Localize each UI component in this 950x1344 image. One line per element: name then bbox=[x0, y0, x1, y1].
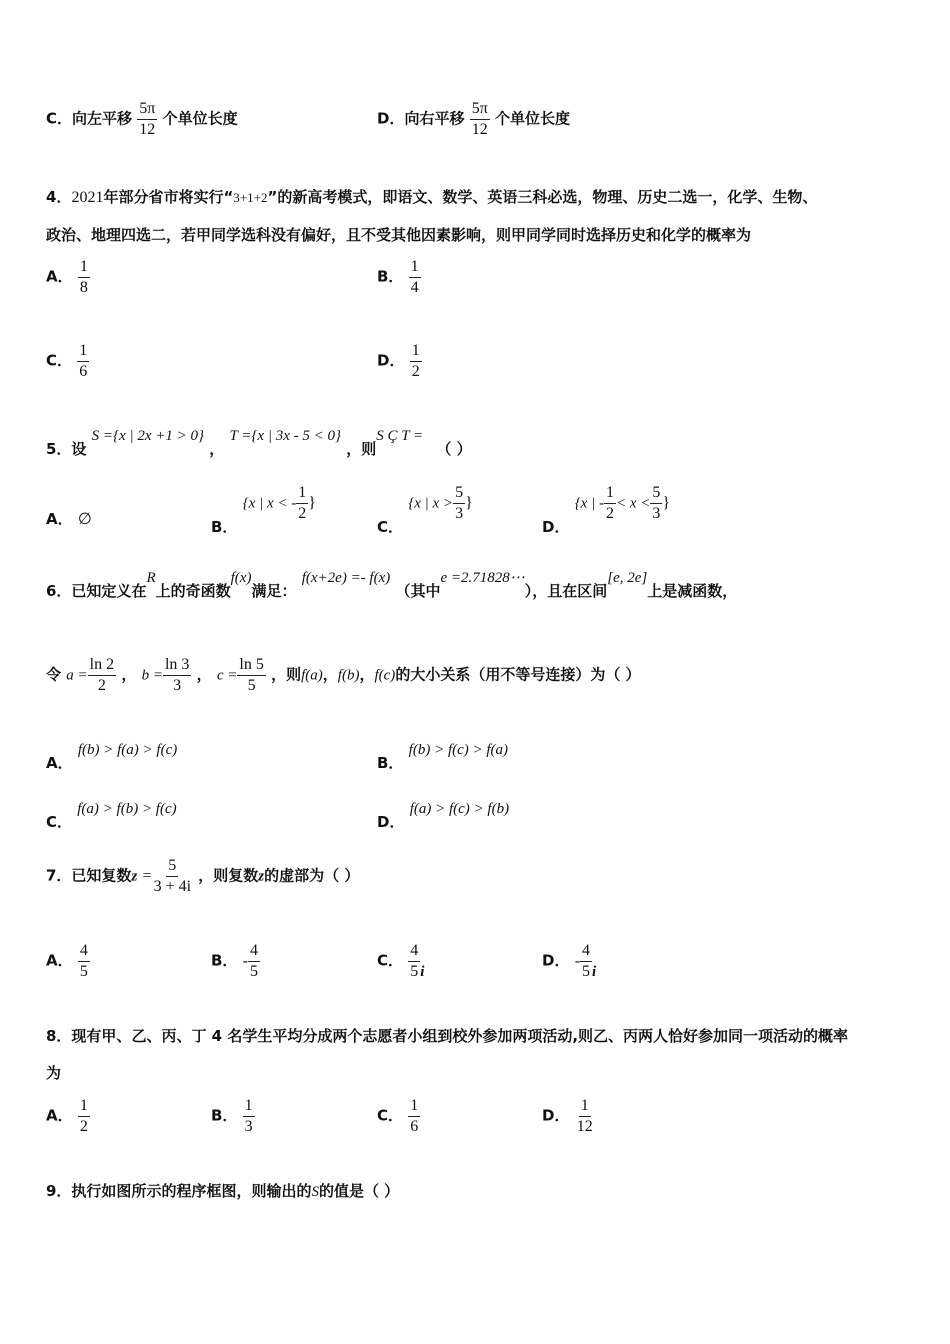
fraction: $\frac{5\pi}{12}$ bbox=[139, 100, 156, 138]
q8-option-b[interactable]: B． $\frac{1}{3}$ bbox=[211, 1097, 253, 1135]
option-label: C． bbox=[46, 109, 73, 128]
fraction: $\frac{1}{6}$ bbox=[79, 342, 88, 380]
fraction: $\frac{\ln 2}{2}$ bbox=[89, 656, 115, 694]
q4-stem-line1: 4．2021年部分省市将实行“3+1+2”的新高考模式，即语文、数学、英语三科必选，物理、历史二选一，化学、生物、 bbox=[46, 188, 818, 206]
q6-option-d[interactable]: D． f(a) > f(c) > f(b) bbox=[377, 801, 510, 831]
q8-option-a[interactable]: A． $\frac{1}{2}$ bbox=[46, 1097, 88, 1135]
set-s: S ={x | 2x +1 > 0} bbox=[91, 428, 204, 444]
q4-option-a[interactable]: A． $\frac{1}{8}$ bbox=[46, 258, 88, 296]
q3-option-d[interactable] bbox=[377, 100, 570, 138]
q9-stem: 9．执行如图所示的程序框图，则输出的S的值是（ ） bbox=[46, 1182, 400, 1200]
q7-option-c[interactable]: C． $\frac{4}{5}$ i bbox=[377, 942, 425, 980]
q4-stem-line2: 政治、地理四选二，若甲同学选科没有偏好，且不受其他因素影响，则甲同学同时选择历史和化学的概率为 bbox=[46, 226, 752, 244]
q5-option-c[interactable]: C． {x | x > $\frac{5}{3}$ } bbox=[377, 484, 473, 536]
fraction: $\frac{4}{5}$ bbox=[582, 942, 591, 980]
fraction: $\frac{\ln 5}{5}$ bbox=[239, 656, 264, 694]
option-text: 向右平移 bbox=[404, 109, 465, 128]
empty-set-symbol: ∅ bbox=[77, 511, 92, 528]
q4-option-d[interactable]: D． $\frac{1}{2}$ bbox=[377, 342, 420, 380]
q7-option-d[interactable]: D． - $\frac{4}{5}$ i bbox=[542, 942, 597, 980]
q8-option-c[interactable]: C． $\frac{1}{6}$ bbox=[377, 1097, 419, 1135]
q4-option-c[interactable]: C． $\frac{1}{6}$ bbox=[46, 342, 88, 380]
option-text: 个单位长度 bbox=[162, 109, 238, 128]
q6-option-a[interactable]: A． f(b) > f(a) > f(c) bbox=[46, 742, 178, 772]
fraction: $\frac{4}{5}$ bbox=[410, 942, 419, 980]
option-label: D． bbox=[377, 109, 405, 128]
fraction: $\frac{5}{3}$ bbox=[652, 484, 661, 522]
option-text: 个单位长度 bbox=[495, 109, 571, 128]
q7-stem: 7．已知复数z = $\frac{5}{3 + 4i}$ ，则复数z的虚部为（ ） bbox=[46, 857, 360, 895]
q6-stem-line1: 6．已知定义在R上的奇函数f(x)满足： f(x+2e) =- f(x) （其中e =2.71828⋯），且在区间[e, 2e]上是减函数， bbox=[46, 570, 738, 600]
intersection-expr: S Ç T = bbox=[376, 428, 424, 444]
q5-option-b[interactable]: B． {x | x < - $\frac{1}{2}$ } bbox=[211, 484, 316, 536]
q6-option-c[interactable]: C． f(a) > f(b) > f(c) bbox=[46, 801, 177, 831]
fraction: $\frac{1}{2}$ bbox=[298, 484, 307, 522]
fraction: $\frac{1}{12}$ bbox=[576, 1097, 593, 1135]
fraction: $\frac{5}{3}$ bbox=[455, 484, 464, 522]
q8-option-d[interactable]: D． $\frac{1}{12}$ bbox=[542, 1097, 593, 1135]
fraction: $\frac{4}{5}$ bbox=[250, 942, 258, 980]
functional-equation: f(x+2e) =- f(x) bbox=[301, 570, 391, 586]
fraction: $\frac{1}{2}$ bbox=[605, 484, 614, 522]
q6-stem-line2: 令 a = $\frac{\ln 2}{2}$ ， b = $\frac{\ln 3}{3}$ ， c = $\frac{\ln 5}{5}$ ，则f(a)，f(b)，f(c)的大小关系（用不等号连接）为（ ） bbox=[46, 656, 641, 694]
fraction: $\frac{1}{3}$ bbox=[244, 1097, 253, 1135]
q7-option-b[interactable]: B． - $\frac{4}{5}$ bbox=[211, 942, 258, 980]
q4-option-b[interactable]: B． $\frac{1}{4}$ bbox=[377, 258, 419, 296]
q5-stem: 5．设 S ={x | 2x +1 > 0} ， T ={x | 3x - 5 < 0} ，则S Ç T = （ ） bbox=[46, 428, 472, 458]
fraction: $\frac{1}{6}$ bbox=[410, 1097, 419, 1135]
fraction: $\frac{1}{8}$ bbox=[79, 258, 88, 296]
q5-option-a[interactable]: A． ∅ bbox=[46, 510, 92, 528]
q3-option-c[interactable] bbox=[46, 100, 238, 138]
fraction: $\frac{1}{4}$ bbox=[410, 258, 419, 296]
set-t: T ={x | 3x - 5 < 0} bbox=[229, 428, 341, 444]
fraction: $\frac{5\pi}{12}$ bbox=[471, 100, 488, 138]
option-text: 向左平移 bbox=[72, 109, 133, 128]
q8-stem-line1: 8．现有甲、乙、丙、丁 4 名学生平均分成两个志愿者小组到校外参加两项活动,则乙、丙两人恰好参加同一项活动的概率 bbox=[46, 1027, 849, 1045]
fraction: $\frac{1}{2}$ bbox=[411, 342, 420, 380]
q5-option-d[interactable]: D． {x | - $\frac{1}{2}$ < x < $\frac{5}{3}$ } bbox=[542, 484, 671, 536]
fraction: $\frac{5}{3 + 4i}$ bbox=[153, 857, 192, 895]
q8-stem-line2: 为 bbox=[46, 1064, 62, 1082]
fraction: $\frac{\ln 3}{3}$ bbox=[164, 656, 190, 694]
q6-option-b[interactable]: B． f(b) > f(c) > f(a) bbox=[377, 742, 509, 772]
fraction: $\frac{4}{5}$ bbox=[79, 942, 88, 980]
q7-option-a[interactable]: A． $\frac{4}{5}$ bbox=[46, 942, 88, 980]
fraction: $\frac{1}{2}$ bbox=[79, 1097, 88, 1135]
